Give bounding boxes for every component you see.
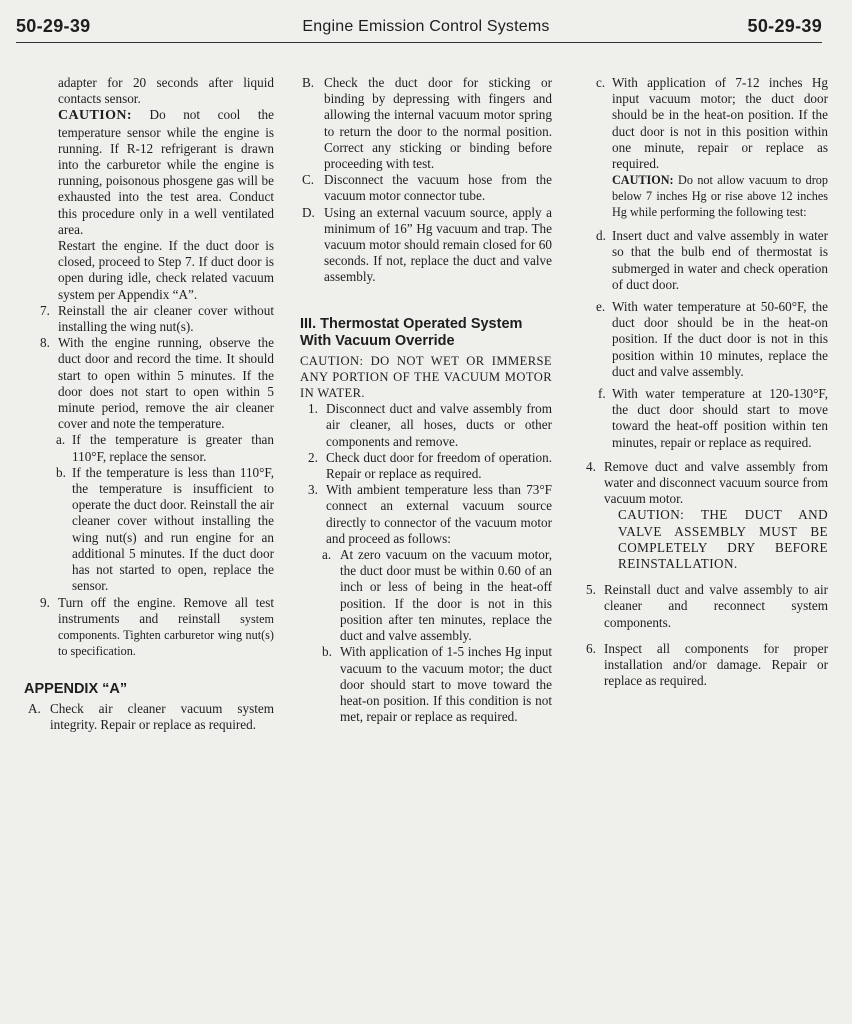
sub-item: b. If the temperature is less than 110°F, the temperature is insufficient to operate the duct door. Reinstall the air cleaner cover without installing the wing nut(s) and run engine for an additional 5 minutes. If the duct door has not started to open, replace the sensor. bbox=[56, 464, 274, 594]
list-item: C. Disconnect the vacuum hose from the vacuum motor connector tube. bbox=[302, 172, 552, 204]
restart-text: Restart the engine. If the duct door is closed, proceed to Step 7. If duct door is open during idle, check related vacuum system per Appendix “A”. bbox=[58, 238, 274, 302]
appendix-heading: APPENDIX “A” bbox=[24, 681, 128, 698]
list-item: 7. Reinstall the air cleaner cover without installing the wing nut(s). bbox=[40, 302, 274, 335]
list-item: 8. With the engine running, observe the duct door and record the time. It should start to open within 5 minutes. If the door does not start to open within 5 minute period, remove the air cleaner cover and note the temperature. bbox=[40, 335, 274, 432]
section-caution: CAUTION: DO NOT WET OR IMMERSE ANY PORTION OF THE VACUUM MOTOR IN WATER. bbox=[300, 353, 552, 401]
caution-label: CAUTION: bbox=[58, 108, 132, 124]
list-item: D. Using an external vacuum source, apply a minimum of 16” Hg vacuum and trap. The vacuum motor should remain closed for 60 seconds. If not, replace the duct and valve assembly. bbox=[302, 204, 552, 285]
sub-item: e. With water temperature at 50-60°F, the duct door should be in the heat-on position. If the duct door is not in this position within 10 minutes, replace the duct and valve assembly. bbox=[596, 299, 828, 379]
caution-text: Do not cool the temperature sensor while the engine is running. If R-12 refrigerant is drawn into the carburetor while the engine is running, poisonous phosgene gas will be exhausted into the test area. Conduct this procedure only in a well ventilated area. bbox=[58, 107, 274, 237]
list-item: 4. Remove duct and valve assembly from water and disconnect vacuum source from vacuum motor. bbox=[586, 458, 828, 507]
column-1 bbox=[24, 75, 274, 733]
column-2 bbox=[300, 75, 552, 725]
list-item: 3. With ambient temperature less than 73°F connect an external vacuum source directly to connector of the vacuum motor and proceed as follows: bbox=[308, 482, 552, 546]
sub-item: d. Insert duct and valve assembly in water so that the bulb end of thermostat is submerged in water and check operation of duct door. bbox=[596, 228, 828, 292]
step4-caution: CAUTION: THE DUCT AND VALVE ASSEMBLY MUST BE COMPLETELY DRY BEFORE REINSTALLATION. bbox=[618, 507, 828, 572]
page-header bbox=[0, 14, 852, 44]
page-title: Engine Emission Control Systems bbox=[302, 18, 550, 35]
sub-caution: CAUTION: Do not allow vacuum to drop below 7 inches Hg or rise above 12 inches Hg while performing the following test: bbox=[612, 173, 828, 220]
header-rule bbox=[16, 42, 822, 43]
list-item: B. Check the duct door for sticking or binding by depressing with fingers and allowing the internal vacuum motor spring to return the door to the normal position. Correct any sticking or binding before proceeding with test. bbox=[302, 75, 552, 172]
page-number-right: 50-29-39 bbox=[747, 16, 822, 36]
caution-paragraph bbox=[24, 107, 274, 238]
sub-item: a. At zero vacuum on the vacuum motor, the duct door must be within 0.60 of an inch or less of being in the heat-off position. If the door is not in this position after ten minutes, replace the duct and valve assembly. bbox=[322, 547, 552, 644]
sub-item: b. With application of 1-5 inches Hg input vacuum to the vacuum motor; the duct door should start to move toward the heat-on position. If this condition is not met, repair or replace as required. bbox=[322, 644, 552, 725]
list-item: A. Check air cleaner vacuum system integrity. Repair or replace as required. bbox=[28, 700, 274, 733]
sub-item: f. With water temperature at 120-130°F, the duct door should start to move toward the heat-off position within ten minutes, repair or replace as required. bbox=[598, 386, 828, 450]
list-item: 2. Check duct door for freedom of operation. Repair or replace as required. bbox=[308, 449, 552, 482]
sub-item: c. With application of 7-12 inches Hg input vacuum motor; the duct door should be in the heat-on position. If the duct door is not in this position within one minute, repair or replace as required. bbox=[596, 75, 828, 172]
column-3 bbox=[584, 75, 828, 690]
list-item: 9. Turn off the engine. Remove all test instruments and reinstall system components. Tighten carburetor wing nut(s) to specification. bbox=[40, 594, 275, 659]
list-item: 6. Inspect all components for proper installation and/or damage. Repair or replace as required. bbox=[586, 640, 828, 689]
list-item: 5. Reinstall duct and valve assembly to air cleaner and reconnect system components. bbox=[586, 582, 828, 630]
sub-item: a. If the temperature is greater than 110°F, replace the sensor. bbox=[56, 432, 274, 464]
section-heading: III. Thermostat Operated System With Vacuum Override bbox=[300, 315, 523, 350]
continued-text: adapter for 20 seconds after liquid contacts sensor. bbox=[58, 75, 274, 107]
list-item: 1. Disconnect duct and valve assembly from air cleaner, all hoses, ducts or other components and remove. bbox=[308, 401, 552, 449]
page-number-left: 50-29-39 bbox=[16, 16, 91, 36]
